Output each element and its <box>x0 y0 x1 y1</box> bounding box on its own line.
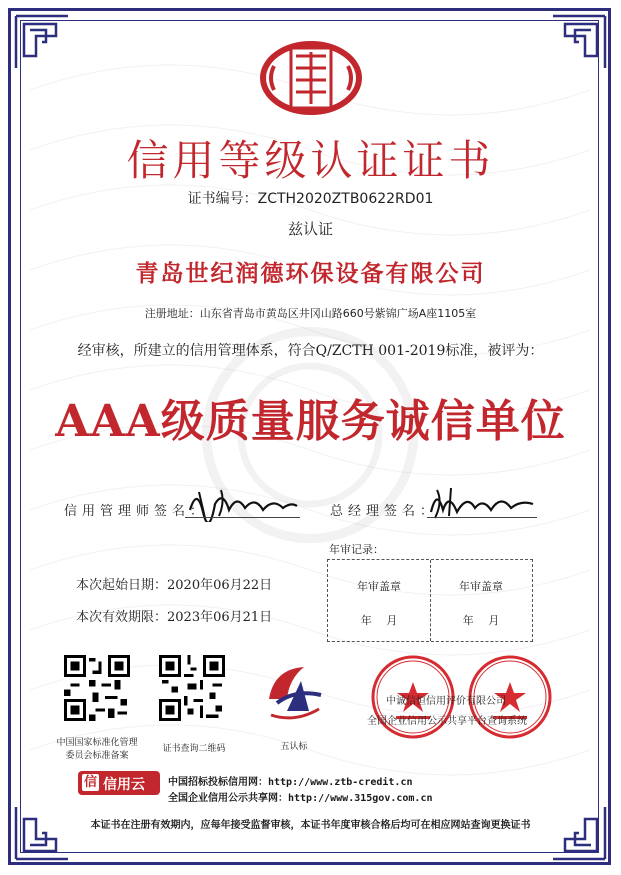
standard-qr-caption-line1: 中国国家标准化管理 <box>56 738 138 748</box>
start-date-value: 2020年06月22日 <box>167 578 273 593</box>
query-qr-caption: 证书查询二维码 <box>162 744 226 754</box>
seal-overlay-line2: 全国企业信用公示共享平台查询系统 <box>367 716 527 727</box>
annual-review-divider <box>430 560 431 641</box>
certificate-title: 信用等级认证证书 <box>126 136 495 185</box>
credit-manager-signature-label: 信用管理师签名： <box>64 504 209 519</box>
badge-icon: 信 <box>83 775 97 790</box>
seal-overlay-line1: 中诚信恒信用评价有限公司 <box>386 696 506 707</box>
audit-statement: 经审核，所建立的信用管理体系，符合Q/ZCTH 001-2019标准，被评为： <box>77 343 544 359</box>
credit-manager-signature-line <box>185 517 300 518</box>
start-date-label: 本次起始日期： <box>76 578 168 593</box>
registered-address: 注册地址：山东省青岛市黄岛区井冈山路660号紫锦广场A座1105室 <box>144 307 477 320</box>
logo-caption: 五认标 <box>280 742 308 752</box>
company-name: 青岛世纪润德环保设备有限公司 <box>135 261 486 287</box>
certify-text: 兹认证 <box>287 220 333 238</box>
honor-title: AAA级质量服务诚信单位 <box>55 396 566 447</box>
certificate-footer-note: 本证书在注册有效期内，应每年接受监督审核，本证书年度审核合格后均可在相应网站查询更换证书 <box>90 820 531 831</box>
corner-ornament-icon <box>12 12 78 78</box>
xinyongyun-badge <box>78 771 160 795</box>
valid-date-value: 2023年06月21日 <box>167 610 273 625</box>
ztb-credit-link[interactable]: 中国招标投标信用网：http://www.ztb-credit.cn <box>168 777 413 788</box>
certificate-query-qr-code[interactable] <box>159 655 225 721</box>
valid-date-row <box>76 606 272 625</box>
start-date-row <box>76 574 272 593</box>
corner-ornament-icon <box>543 12 609 78</box>
badge-text: 信用云 <box>103 777 145 793</box>
standard-qr-caption-line2: 委员会标准备案 <box>65 751 129 761</box>
general-manager-signature-line <box>427 517 537 518</box>
certification-logo <box>259 659 329 729</box>
review-stamp-label: 年审盖章 <box>459 580 503 593</box>
general-manager-signature-label: 总经理签名： <box>330 504 439 519</box>
standard-qr-code[interactable] <box>64 655 130 721</box>
standard-qr-caption <box>52 735 142 761</box>
annual-review-table <box>327 559 533 642</box>
certificate-number: 证书编号：ZCTH2020ZTB0622RD01 <box>187 191 434 207</box>
review-date-label: 年 月 <box>462 614 500 627</box>
review-stamp-label: 年审盖章 <box>357 580 401 593</box>
valid-date-label: 本次有效期限： <box>76 610 168 625</box>
annual-review-heading: 年审记录： <box>329 543 384 556</box>
315gov-link[interactable]: 全国企业信用公示共享网：http://www.315gov.com.cn <box>168 793 433 804</box>
general-manager-signature <box>427 482 537 522</box>
credit-manager-signature <box>185 482 300 522</box>
top-emblem-logo <box>256 40 366 116</box>
review-date-label: 年 月 <box>360 614 398 627</box>
